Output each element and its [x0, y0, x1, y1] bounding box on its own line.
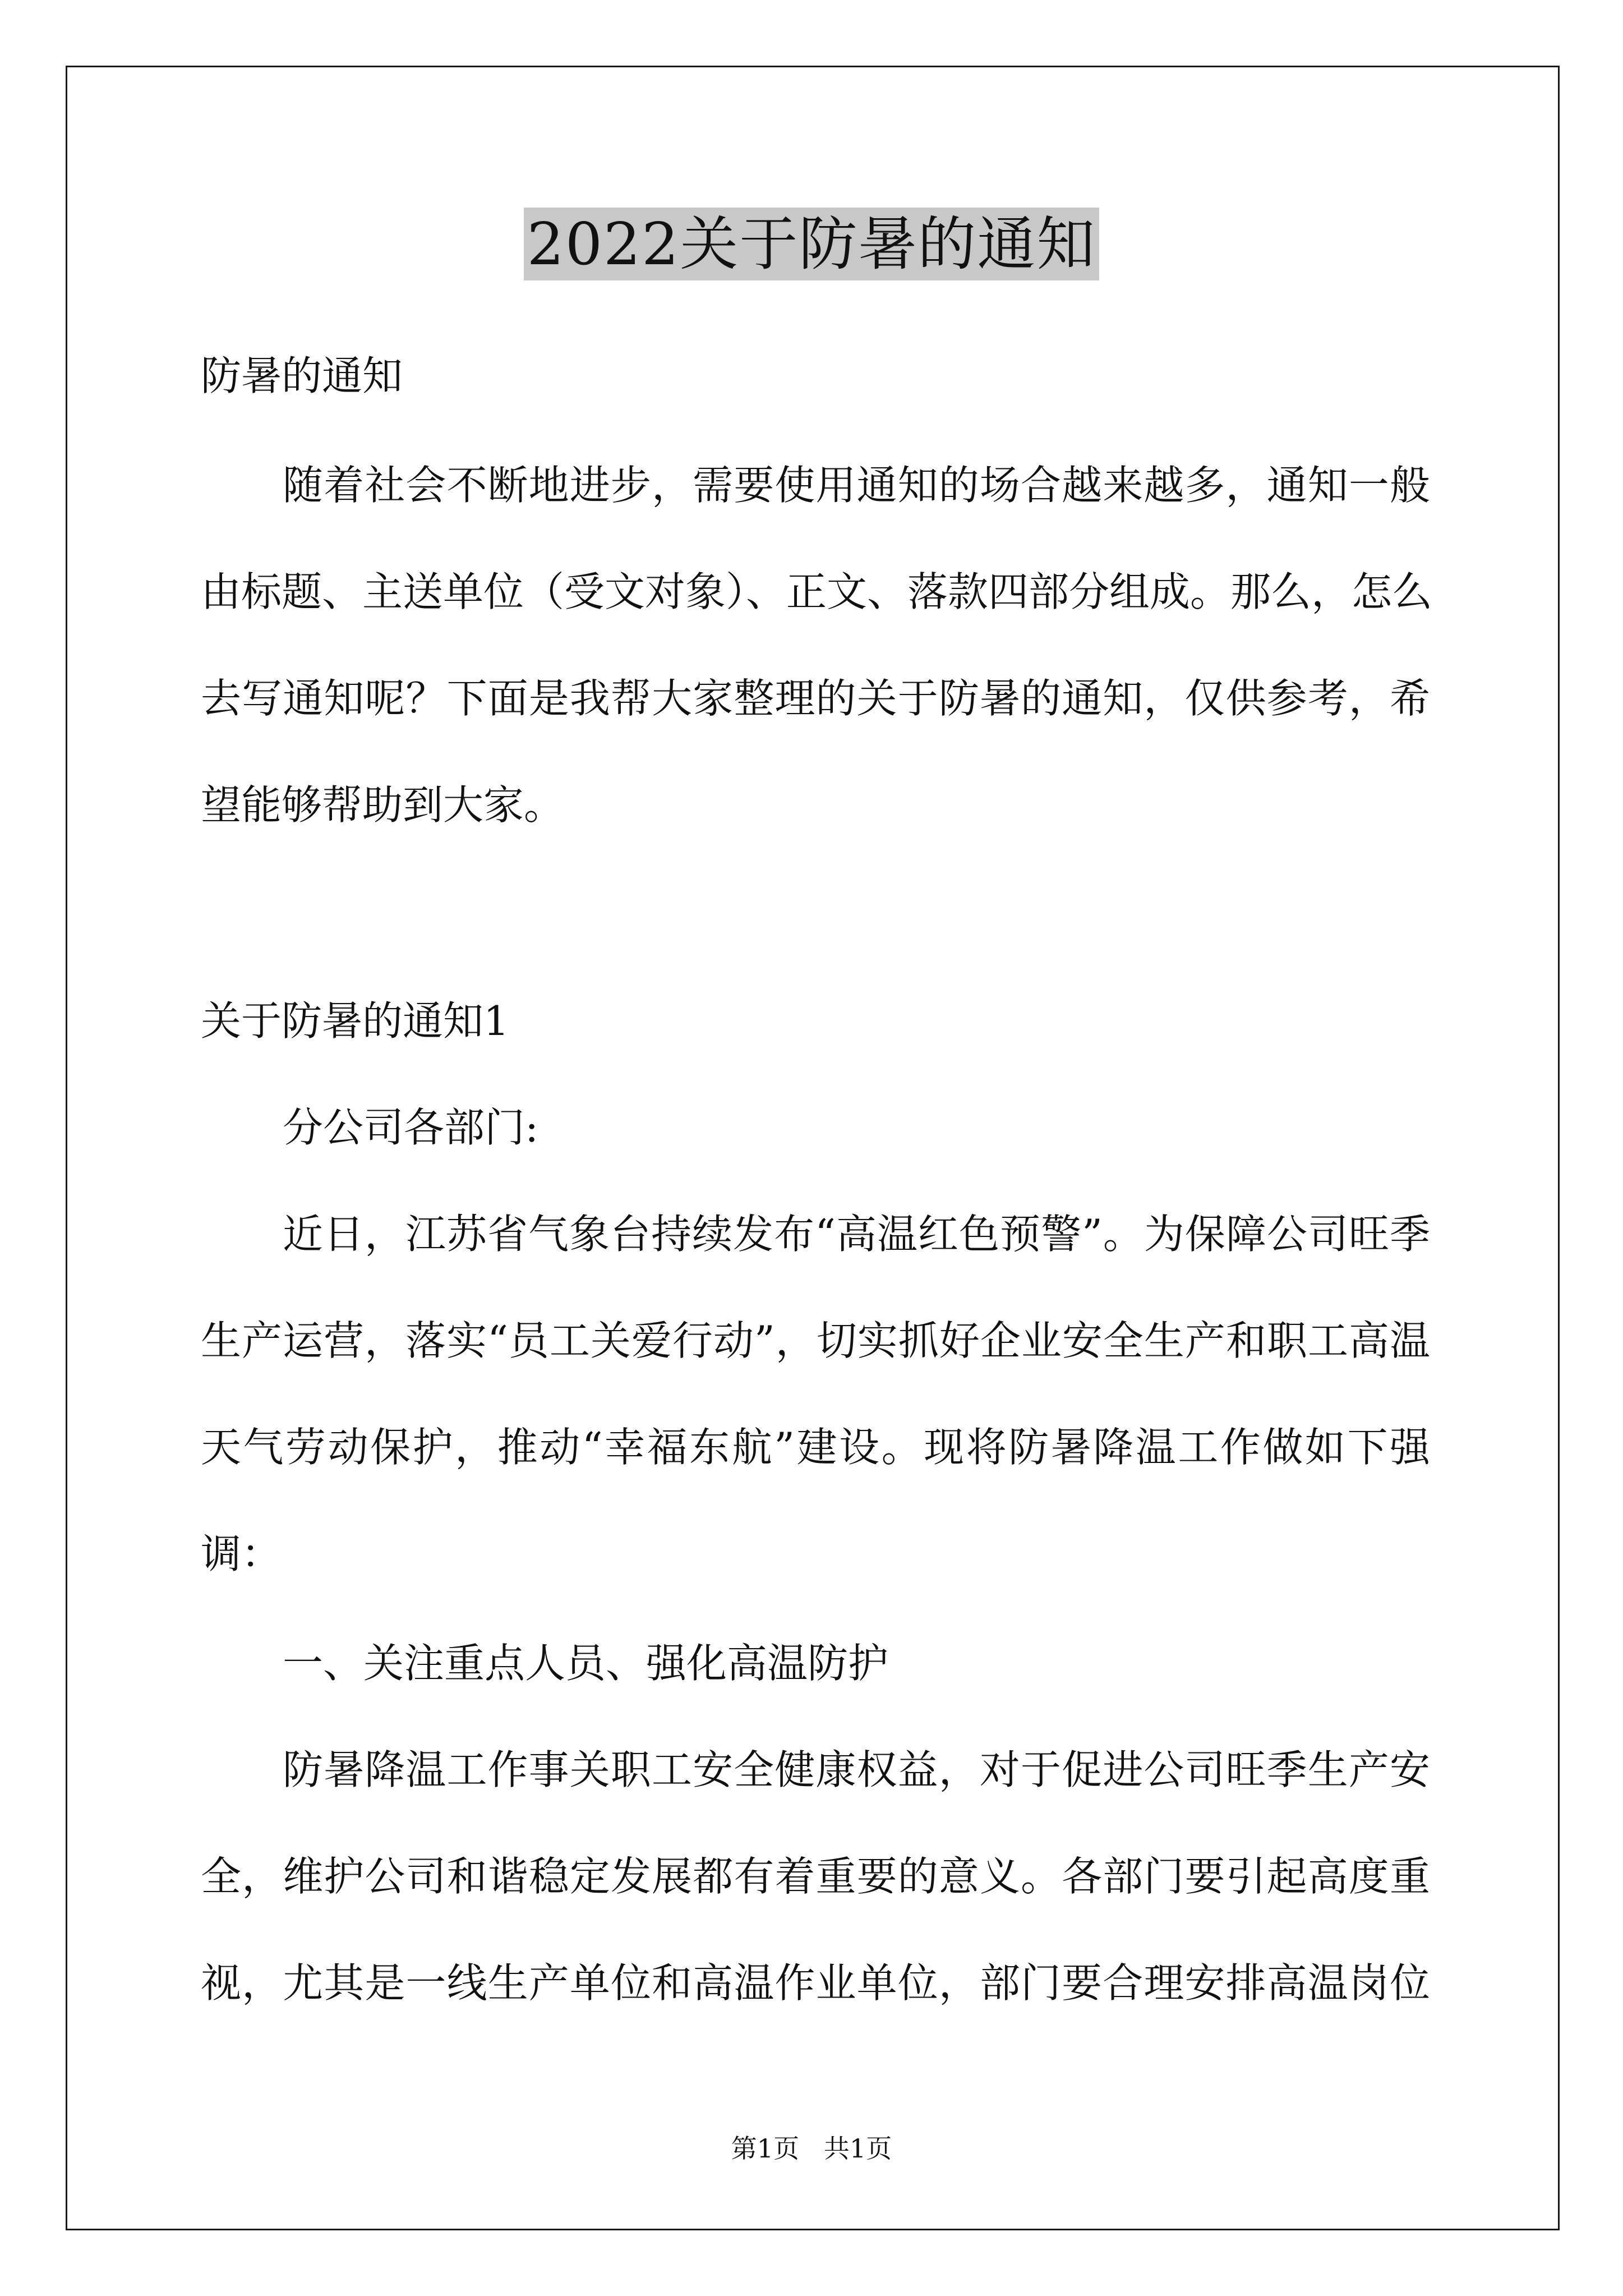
para2-line-2: 全，维护公司和谐稳定发展都有着重要的意义。各部门要引起高度重 [201, 1853, 1430, 1900]
para1-line-1: 近日，江苏省气象台持续发布“高温红色预警”。为保障公司旺季 [283, 1211, 1430, 1258]
intro-line-3: 去写通知呢？下面是我帮大家整理的关于防暑的通知，仅供参考，希 [201, 675, 1430, 722]
para2-line-3: 视，尤其是一线生产单位和高温作业单位，部门要合理安排高温岗位 [201, 1959, 1430, 2007]
intro-line-4: 望能够帮助到大家。 [201, 781, 565, 829]
para1-line-4: 调： [201, 1530, 282, 1577]
intro-line-2: 由标题、主送单位（受文对象）、正文、落款四部分组成。那么，怎么 [201, 568, 1433, 615]
section-heading: 关于防暑的通知1 [201, 997, 509, 1045]
para1-line-3: 天气劳动保护，推动“幸福东航”建设。现将防暑降温工作做如下强 [201, 1424, 1430, 1471]
intro-heading: 防暑的通知 [201, 352, 403, 399]
item1-heading: 一、关注重点人员、强化高温防护 [283, 1640, 889, 1687]
salutation: 分公司各部门: [283, 1104, 539, 1151]
title-wrap [0, 208, 1623, 280]
para1-line-2: 生产运营，落实“员工关爱行动”，切实抓好企业安全生产和职工高温 [201, 1317, 1430, 1364]
para2-line-1: 防暑降温工作事关职工安全健康权益，对于促进公司旺季生产安 [283, 1746, 1430, 1793]
page-footer: 第1页 共1页 [731, 2133, 892, 2164]
intro-line-1: 随着社会不断地进步，需要使用通知的场合越来越多，通知一般 [283, 462, 1430, 509]
document-title: 2022关于防暑的通知 [524, 208, 1100, 280]
